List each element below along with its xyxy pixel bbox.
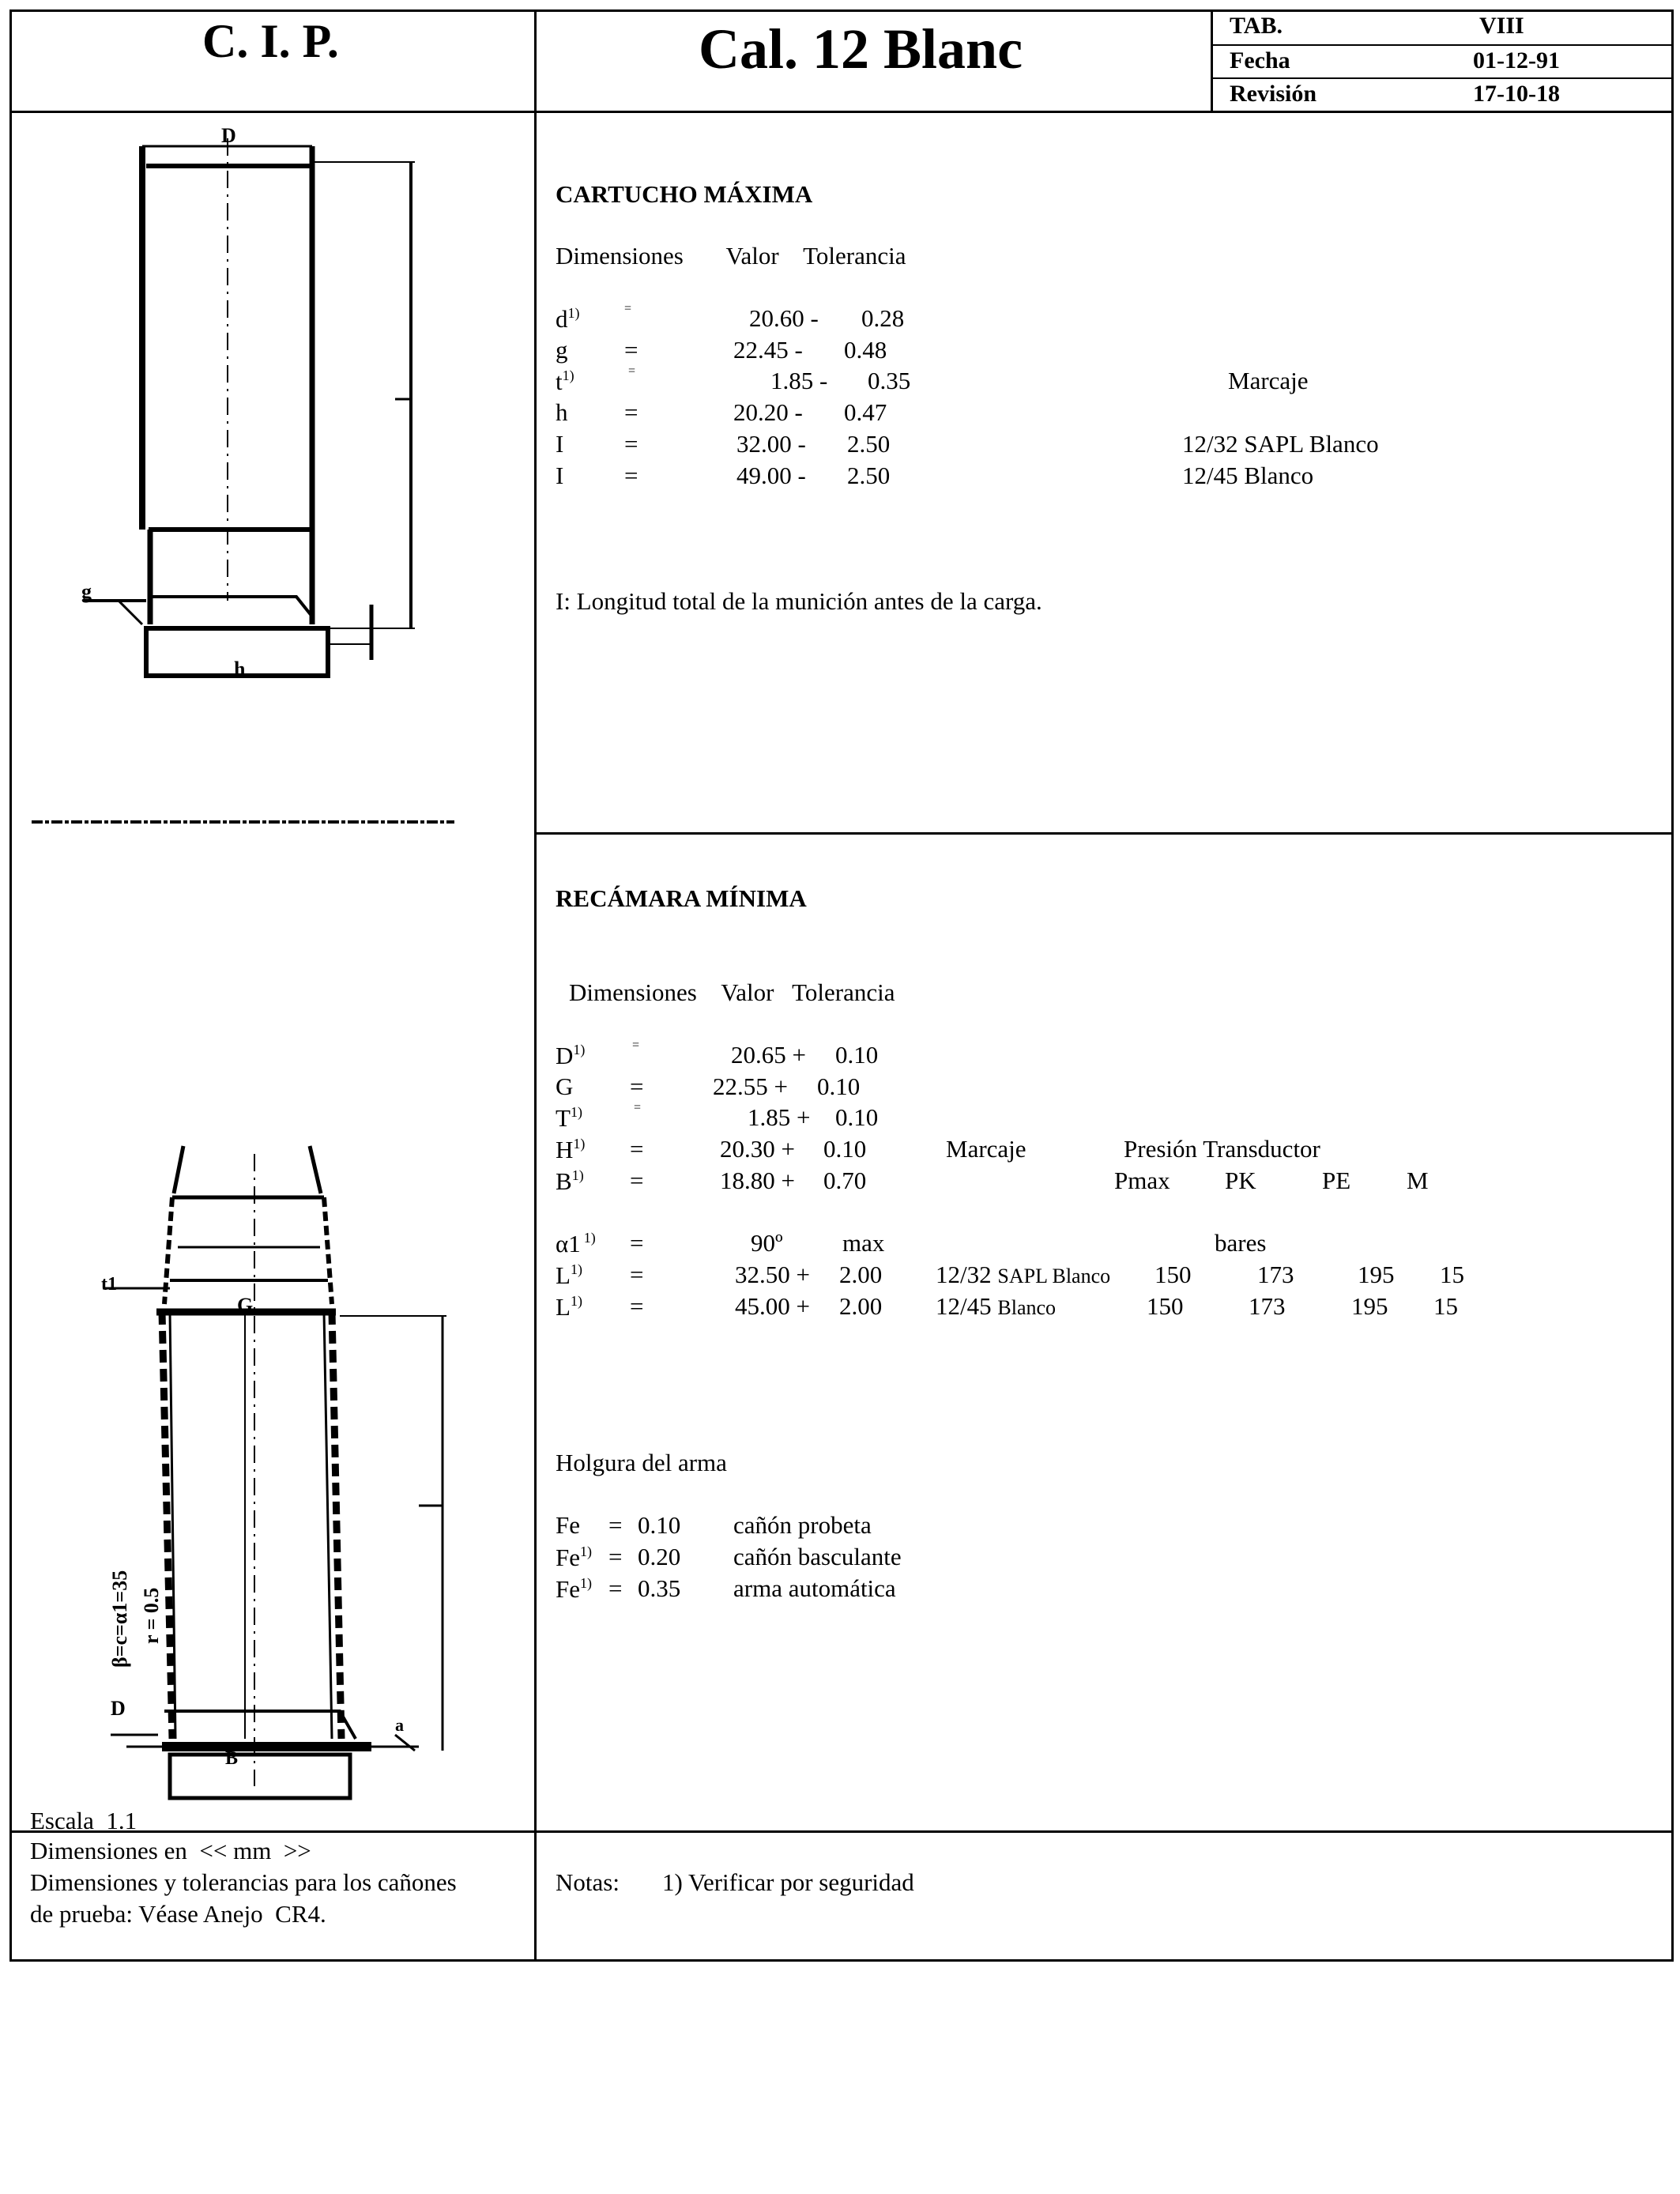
pressure-m: 15 — [1433, 1292, 1458, 1320]
dim-equals: = — [624, 462, 638, 489]
recamara-heading: RECÁMARA MÍNIMA — [556, 884, 807, 912]
dim-name: I — [556, 430, 564, 458]
pressure-pk: 173 — [1249, 1292, 1286, 1320]
pressure-m: 15 — [1440, 1261, 1464, 1288]
grid-tab-divider — [1211, 9, 1213, 112]
marcaje-value: 12/45 Blanco — [1182, 462, 1314, 489]
dim-equals: = — [624, 336, 638, 364]
pressure-row-marcaje: 12/32 SAPL Blanco — [936, 1261, 1111, 1288]
marcaje-value: 12/32 SAPL Blanco — [1182, 430, 1379, 458]
holgura-equals: = — [608, 1574, 623, 1602]
dim-name: h — [556, 398, 568, 426]
drawing-label-b: B — [225, 1748, 239, 1769]
cartucho-heading: CARTUCHO MÁXIMA — [556, 180, 813, 208]
dim-tolerance: 0.10 — [817, 1072, 861, 1100]
dim-name: g — [556, 336, 568, 364]
cartucho-column-header: Dimensiones Valor Tolerancia — [556, 242, 906, 270]
dim-equals: = — [628, 364, 636, 378]
recamara-row: $B^{1)}$ — [556, 1167, 584, 1195]
dim-name: L — [556, 1293, 571, 1321]
dim-equals: = — [624, 430, 638, 458]
dimensions-unit-note: Dimensiones en << mm >> — [30, 1837, 311, 1864]
cartucho-note: I: Longitud total de la munición antes de la carga. — [556, 587, 1042, 615]
pressure-pmax: 150 — [1155, 1261, 1192, 1288]
marcaje-label: Marcaje — [946, 1135, 1026, 1163]
cartucho-row: $t^{1)}$ — [556, 368, 574, 395]
pressure-pmax: 150 — [1147, 1292, 1184, 1320]
dim-equals: = — [630, 1292, 644, 1320]
dim-value: 20.20 - — [733, 398, 803, 426]
drawing-side-annotation-2: r = 0.5 — [140, 1587, 163, 1644]
dim-name: G — [556, 1072, 574, 1100]
drawing-label-t1: t1 — [101, 1274, 117, 1295]
holgura-value: 0.35 — [638, 1574, 681, 1602]
grid-section-divider — [534, 832, 1674, 835]
drawing-label-d-chamber: D — [111, 1697, 126, 1720]
dim-value: 1.85 - — [770, 367, 828, 394]
cartucho-row — [556, 337, 568, 362]
dimensions-note-line3: de prueba: Véase Anejo CR4. — [30, 1900, 326, 1928]
drawing-label-g-chamber: G — [237, 1294, 254, 1317]
dim-value: 32.00 - — [736, 430, 806, 458]
cartucho-row: $d^{1)}$ — [556, 305, 580, 333]
dim-equals: = — [632, 1039, 640, 1052]
revision-label: Revisión — [1230, 81, 1317, 107]
drawing-label-a: a — [395, 1715, 404, 1735]
recamara-column-header: Dimensiones Valor Tolerancia — [569, 978, 895, 1006]
org-name: C. I. P. — [202, 15, 339, 67]
dim-tolerance: 0.48 — [844, 336, 887, 364]
pressure-header-pe: PE — [1322, 1167, 1351, 1194]
dim-name: D — [556, 1042, 574, 1069]
holgura-desc: cañón basculante — [733, 1543, 902, 1570]
holgura-desc: cañón probeta — [733, 1511, 872, 1539]
recamara-row: $T^{1)}$ — [556, 1104, 582, 1132]
dim-value: 45.00 + — [735, 1292, 810, 1320]
holgura-equals: = — [608, 1511, 623, 1539]
bares-label: bares — [1215, 1229, 1267, 1257]
escala-label: Escala 1.1 — [30, 1807, 137, 1834]
marcaje-label: Marcaje — [1228, 367, 1309, 394]
dim-tolerance: 0.70 — [823, 1167, 867, 1194]
dim-value: 32.50 + — [735, 1261, 810, 1288]
fecha-label: Fecha — [1230, 47, 1290, 74]
dim-equals: = — [630, 1261, 644, 1288]
grid-col-divider — [534, 9, 537, 1962]
grid-outer-right — [1671, 9, 1674, 1962]
dim-tolerance: 0.10 — [823, 1135, 867, 1163]
recamara-row: $L^{1)}$ — [556, 1261, 582, 1289]
dim-name: t — [556, 368, 563, 395]
revision-value: 17-10-18 — [1473, 81, 1560, 107]
dim-name: B — [556, 1167, 572, 1195]
dim-equals: = — [624, 302, 632, 315]
dim-value: 1.85 + — [748, 1103, 811, 1131]
dim-name: L — [556, 1261, 571, 1289]
notas-label: Notas: — [556, 1868, 620, 1896]
dim-name: d — [556, 305, 568, 333]
fecha-value: 01-12-91 — [1473, 47, 1560, 74]
dim-value: 49.00 - — [736, 462, 806, 489]
dim-name: H — [556, 1136, 574, 1163]
grid-tab-row1 — [1211, 44, 1674, 46]
dim-tolerance: 0.35 — [868, 367, 911, 394]
dim-tolerance: 0.10 — [835, 1103, 879, 1131]
pressure-pe: 195 — [1351, 1292, 1388, 1320]
drawing-label-g: g — [81, 580, 92, 603]
dim-value: 20.30 + — [720, 1135, 795, 1163]
tab-value: VIII — [1479, 13, 1524, 39]
recamara-row: $D^{1)}$ — [556, 1042, 586, 1069]
drawing-label-h: h — [234, 658, 246, 680]
holgura-equals: = — [608, 1543, 623, 1570]
dim-value: 22.55 + — [713, 1072, 788, 1100]
dim-tolerance: 0.47 — [844, 398, 887, 426]
recamara-row: $H^{1)}$ — [556, 1136, 586, 1163]
holgura-desc: arma automática — [733, 1574, 896, 1602]
grid-tab-row2 — [1211, 77, 1674, 79]
dim-tolerance: 0.10 — [835, 1041, 879, 1069]
holgura-row: Fe$^{1)}$ — [556, 1544, 592, 1571]
dim-value: 20.60 - — [749, 304, 819, 332]
recamara-row: α1 $^{1)}$ — [556, 1230, 596, 1257]
dim-tolerance: 2.00 — [839, 1261, 883, 1288]
drawing-label-d: D — [221, 124, 236, 147]
cartucho-row — [556, 432, 563, 456]
pressure-pk: 173 — [1257, 1261, 1294, 1288]
cartucho-row — [556, 463, 563, 488]
dim-value: 18.80 + — [720, 1167, 795, 1194]
cartucho-row — [556, 400, 568, 424]
dim-equals: = — [630, 1229, 644, 1257]
dim-value: 90º — [751, 1229, 783, 1257]
dim-equals: = — [630, 1072, 644, 1100]
holgura-row: Fe$^{1)}$ — [556, 1575, 592, 1603]
pressure-header-m: M — [1407, 1167, 1429, 1194]
recamara-row — [556, 1074, 573, 1099]
holgura-heading: Holgura del arma — [556, 1449, 727, 1476]
pressure-header-pk: PK — [1225, 1167, 1256, 1194]
dimensions-note-line2: Dimensiones y tolerancias para los cañones — [30, 1868, 457, 1896]
dim-equals: = — [624, 398, 638, 426]
dim-value: 22.45 - — [733, 336, 803, 364]
document-title: Cal. 12 Blanc — [699, 17, 1023, 81]
dim-tolerance: 0.28 — [861, 304, 905, 332]
tab-label: TAB. — [1230, 13, 1283, 39]
holgura-row: Fe — [556, 1511, 580, 1539]
dim-equals: = — [634, 1101, 642, 1114]
dim-tolerance: 2.50 — [847, 430, 891, 458]
cartridge-drawing — [0, 0, 534, 1830]
dim-equals: = — [630, 1167, 644, 1194]
presion-transductor-label: Presión Transductor — [1124, 1135, 1320, 1163]
notas-text: 1) Verificar por seguridad — [662, 1868, 914, 1896]
grid-footer-top — [9, 1830, 1674, 1833]
dim-tolerance: 2.00 — [839, 1292, 883, 1320]
dim-tolerance: max — [842, 1229, 885, 1257]
grid-outer-bottom — [9, 1959, 1674, 1962]
dim-name: I — [556, 462, 564, 489]
holgura-value: 0.20 — [638, 1543, 681, 1570]
pressure-row-marcaje: 12/45 Blanco — [936, 1292, 1057, 1320]
recamara-row: $L^{1)}$ — [556, 1293, 582, 1321]
dim-equals: = — [630, 1135, 644, 1163]
pressure-pe: 195 — [1358, 1261, 1395, 1288]
dim-name: α1 — [556, 1230, 581, 1257]
dim-value: 20.65 + — [731, 1041, 806, 1069]
dim-tolerance: 2.50 — [847, 462, 891, 489]
pressure-header-pmax: Pmax — [1114, 1167, 1170, 1194]
holgura-value: 0.10 — [638, 1511, 681, 1539]
drawing-side-annotation-1: β=c=α1=35 — [108, 1570, 131, 1668]
dim-name: T — [556, 1104, 571, 1132]
